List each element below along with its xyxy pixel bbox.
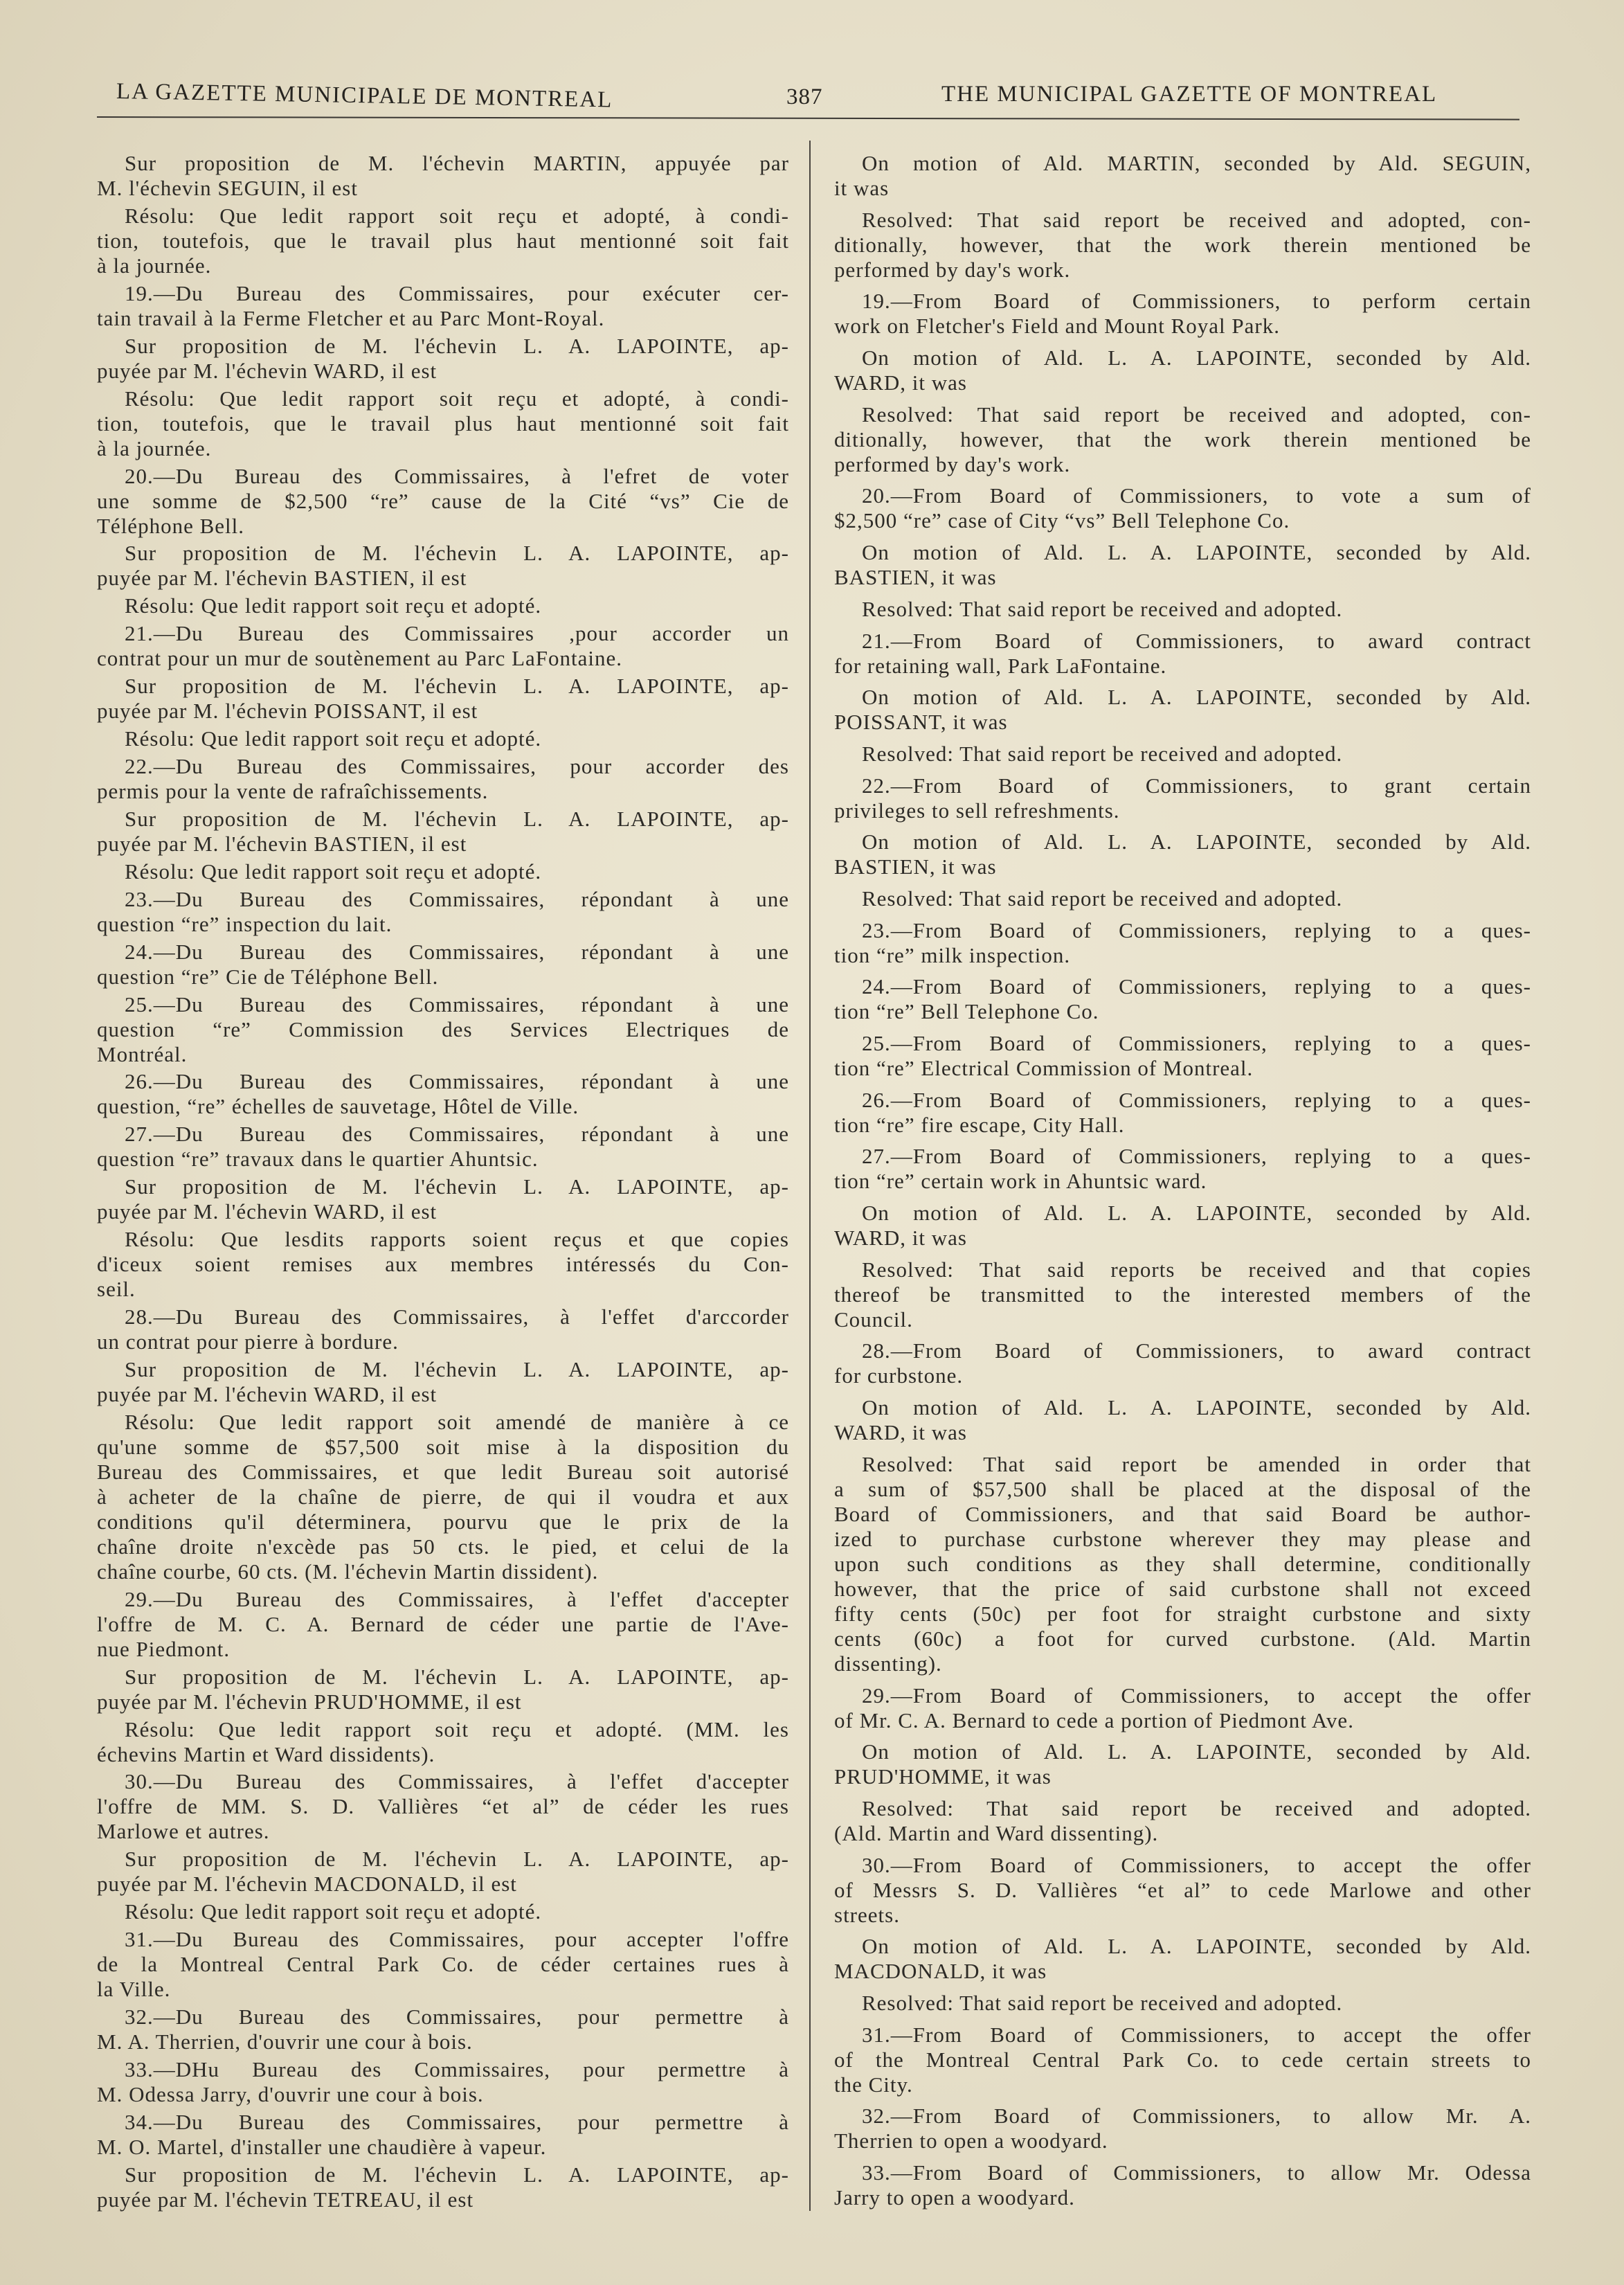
text-line: for curbstone.: [834, 1363, 964, 1388]
text-line: 31.—From Board of Commissioners, to accept the offer: [862, 2022, 1531, 2047]
text-line: Therrien to open a woodyard.: [834, 2129, 1108, 2153]
paragraph: [97, 1847, 789, 1897]
text-line: 24.—Du Bureau des Commissaires, répondant à une: [125, 939, 789, 964]
text-line: un contrat pour pierre à bordure.: [97, 1329, 399, 1354]
text-line: Jarry to open a woodyard.: [834, 2185, 1075, 2210]
page-number: 387: [786, 84, 823, 109]
text-line: échevins Martin et Ward dissidents).: [97, 1741, 435, 1766]
text-line: puyée par M. l'échevin BASTIEN, il est: [97, 831, 467, 856]
text-line: 26.—Du Bureau des Commissaires, répondant à une: [125, 1069, 789, 1094]
french-running-title: LA GAZETTE MUNICIPALE DE MONTREAL: [116, 79, 613, 113]
text-line: 29.—Du Bureau des Commissaires, à l'effet d'accepter: [125, 1586, 789, 1611]
paragraph: [97, 1069, 789, 1119]
text-line: a sum of $57,500 shall be placed at the disposal of the: [834, 1476, 1531, 1501]
text-line: 22.—Du Bureau des Commissaires, pour accorder des: [125, 753, 789, 778]
english-running-title: THE MUNICIPAL GAZETTE OF MONTREAL: [941, 82, 1438, 107]
text-line: 20.—Du Bureau des Commissaires, à l'efret de voter: [125, 463, 789, 488]
text-line: Résolu: Que ledit rapport soit reçu et adopté.: [125, 859, 542, 884]
text-line: Sur proposition de M. l'échevin L. A. LAPOINTE, ap-: [125, 1847, 789, 1872]
paragraph: [97, 2162, 789, 2212]
text-line: 19.—From Board of Commissioners, to perform certain: [862, 289, 1531, 314]
paragraph: [834, 974, 1531, 1024]
text-line: l'offre de M. C. A. Bernard de céder une partie de l'Ave-: [97, 1611, 789, 1636]
text-line: conditions qu'il déterminera, pourvu que le prix de la: [97, 1509, 789, 1534]
text-line: puyée par M. l'échevin WARD, il est: [97, 1381, 437, 1406]
text-line: Marlowe et autres.: [97, 1819, 270, 1844]
text-line: (Ald. Martin and Ward dissenting).: [834, 1820, 1159, 1845]
text-line: question, “re” échelles de sauvetage, Hôtel de Ville.: [97, 1094, 579, 1119]
paragraph: [834, 597, 1531, 622]
text-line: On motion of Ald. L. A. LAPOINTE, seconded by Ald.: [862, 346, 1531, 370]
text-line: M. O. Martel, d'installer une chaudière à vapeur.: [97, 2134, 547, 2159]
text-line: à la journée.: [97, 436, 212, 460]
paragraph: [97, 1305, 789, 1354]
text-line: 34.—Du Bureau des Commissaires, pour permettre à: [125, 2109, 789, 2134]
text-line: Resolved: That said report be received and adopted.: [862, 741, 1343, 766]
text-line: Board of Commissioners, and that said Board be author-: [834, 1501, 1531, 1526]
paragraph: [834, 2023, 1531, 2097]
text-line: tion “re” Bell Telephone Co.: [834, 999, 1099, 1024]
paragraph: [834, 540, 1531, 590]
paragraph: [97, 1174, 789, 1224]
text-line: de la Montreal Central Park Co. de céder certaines rues à: [97, 1952, 789, 1977]
text-line: Sur proposition de M. l'échevin L. A. LAPOINTE, ap-: [125, 674, 789, 699]
text-line: tion, toutefois, que le travail plus haut mentionné soit fait: [97, 411, 789, 436]
text-line: ditionally, however, that the work therein mentioned be: [834, 232, 1531, 257]
text-line: 29.—From Board of Commissioners, to accept the offer: [862, 1683, 1531, 1708]
paragraph: [97, 281, 789, 331]
paragraph: [97, 621, 789, 671]
column-divider: [809, 141, 811, 2211]
text-line: Résolu: Que ledit rapport soit reçu et adopté, à condi-: [125, 386, 789, 411]
text-line: contrat pour un mur de soutènement au Parc LaFontaine.: [97, 646, 623, 671]
text-line: M. Odessa Jarry, d'ouvrir une cour à bois.: [97, 2082, 484, 2106]
paragraph: [834, 289, 1531, 339]
text-line: 33.—From Board of Commissioners, to allow Mr. Odessa: [862, 2160, 1531, 2185]
text-line: M. A. Therrien, d'ouvrir une cour à bois.: [97, 2029, 473, 2054]
text-line: ized to purchase curbstone wherever they may please and: [834, 1526, 1531, 1551]
text-line: however, that the price of said curbstone shall not exceed: [834, 1576, 1531, 1601]
paragraph: [834, 2104, 1531, 2153]
paragraph: [834, 1739, 1531, 1789]
text-line: 19.—Du Bureau des Commissaires, pour exécuter cer-: [125, 280, 789, 305]
english-column: [834, 151, 1531, 2210]
text-line: Resolved: That said report be received and adopted.: [862, 1795, 1531, 1820]
text-line: 21.—From Board of Commissioners, to award contract: [862, 628, 1531, 653]
text-line: Résolu: Que ledit rapport soit reçu et adopté.: [125, 726, 542, 751]
text-line: 22.—From Board of Commissioners, to grant certain: [862, 773, 1531, 798]
paragraph: [97, 541, 789, 591]
paragraph: [834, 2160, 1531, 2210]
paragraph: [97, 1227, 789, 1302]
paragraph: [834, 402, 1531, 477]
paragraph: [97, 887, 789, 937]
text-line: Resolved: That said report be received and adopted, con-: [862, 207, 1531, 232]
paragraph: [97, 1665, 789, 1714]
text-line: 23.—From Board of Commissioners, replying to a ques-: [862, 917, 1531, 942]
text-line: Sur proposition de M. l'échevin L. A. LAPOINTE, ap-: [125, 2162, 789, 2187]
text-line: Résolu: Que lesdits rapports soient reçus et que copies: [125, 1227, 789, 1252]
text-line: performed by day's work.: [834, 257, 1071, 282]
text-line: question “re” inspection du lait.: [97, 911, 393, 936]
text-line: 33.—DHu Bureau des Commissaires, pour permettre à: [125, 2057, 789, 2081]
text-line: WARD, it was: [834, 370, 967, 395]
text-line: question “re” travaux dans le quartier Ahuntsic.: [97, 1147, 539, 1172]
text-line: On motion of Ald. L. A. LAPOINTE, seconded by Ald.: [862, 1739, 1531, 1764]
text-line: tion “re” milk inspection.: [834, 942, 1071, 967]
text-line: dissenting).: [834, 1651, 942, 1676]
text-line: chaîne courbe, 60 cts. (M. l'échevin Martin dissident).: [97, 1559, 599, 1584]
text-line: for retaining wall, Park LaFontaine.: [834, 653, 1167, 678]
text-line: 24.—From Board of Commissioners, replying to a ques-: [862, 974, 1531, 999]
text-line: Sur proposition de M. l'échevin MARTIN, appuyée par: [125, 151, 789, 175]
text-line: Sur proposition de M. l'échevin L. A. LAPOINTE, ap-: [125, 1356, 789, 1381]
text-line: 27.—From Board of Commissioners, replying to a ques-: [862, 1144, 1531, 1169]
paragraph: [97, 726, 789, 751]
paragraph: [834, 773, 1531, 823]
paragraph: [834, 1031, 1531, 1081]
text-line: Sur proposition de M. l'échevin L. A. LAPOINTE, ap-: [125, 806, 789, 831]
paragraph: [97, 1587, 789, 1662]
text-line: POISSANT, it was: [834, 710, 1008, 735]
paragraph: [97, 464, 789, 539]
paragraph: [834, 886, 1531, 911]
paragraph: [97, 1122, 789, 1172]
paragraph: [97, 1410, 789, 1584]
text-line: Résolu: Que ledit rapport soit reçu et adopté, à condi-: [125, 203, 789, 228]
paragraph: [97, 1899, 789, 1924]
paragraph: [834, 1452, 1531, 1676]
text-line: Resolved: That said report be amended in order that: [862, 1451, 1531, 1476]
text-line: Montréal.: [97, 1041, 188, 1066]
text-line: On motion of Ald. L. A. LAPOINTE, seconded by Ald.: [862, 1201, 1531, 1226]
paragraph: [834, 1853, 1531, 1928]
text-line: Resolved: That said report be received and adopted, con-: [862, 402, 1531, 427]
paragraph: [834, 483, 1531, 533]
text-line: 28.—Du Bureau des Commissaires, à l'effet d'arccorder: [125, 1305, 789, 1329]
paragraph: [97, 2005, 789, 2054]
paragraph: [97, 940, 789, 989]
text-line: WARD, it was: [834, 1420, 967, 1445]
header-rule: [97, 116, 1519, 120]
text-line: BASTIEN, it was: [834, 565, 997, 590]
text-line: Bureau des Commissaires, et que ledit Bureau soit autorisé: [97, 1459, 789, 1484]
text-line: la Ville.: [97, 1977, 171, 2002]
text-line: On motion of Ald. MARTIN, seconded by Ald. SEGUIN,: [862, 151, 1531, 175]
text-line: 30.—Du Bureau des Commissaires, à l'effet d'accepter: [125, 1769, 789, 1794]
text-line: Resolved: That said report be received and adopted.: [862, 886, 1343, 911]
text-line: puyée par M. l'échevin POISSANT, il est: [97, 699, 478, 724]
text-line: it was: [834, 176, 890, 200]
paragraph: [834, 151, 1531, 201]
paragraph: [834, 918, 1531, 968]
text-line: Résolu: Que ledit rapport soit reçu et adopté.: [125, 1899, 542, 1924]
text-line: question “re” Cie de Téléphone Bell.: [97, 964, 439, 989]
text-line: On motion of Ald. L. A. LAPOINTE, seconded by Ald.: [862, 540, 1531, 565]
text-line: 32.—Du Bureau des Commissaires, pour permettre à: [125, 2005, 789, 2029]
paragraph: [834, 742, 1531, 767]
paragraph: [97, 2110, 789, 2160]
paragraph: [97, 151, 789, 201]
text-line: l'offre de MM. S. D. Vallières “et al” de céder les rues: [97, 1794, 789, 1819]
paragraph: [97, 674, 789, 724]
paragraph: [97, 334, 789, 384]
text-line: 32.—From Board of Commissioners, to allow Mr. A.: [862, 2104, 1531, 2129]
text-line: 30.—From Board of Commissioners, to accept the offer: [862, 1852, 1531, 1877]
text-line: 27.—Du Bureau des Commissaires, répondant à une: [125, 1122, 789, 1147]
text-line: fifty cents (50c) per foot for straight curbstone and sixty: [834, 1601, 1531, 1626]
paragraph: [834, 1338, 1531, 1388]
text-line: Sur proposition de M. l'échevin L. A. LAPOINTE, ap-: [125, 1664, 789, 1689]
text-line: tion “re” Electrical Commission of Montreal.: [834, 1056, 1254, 1080]
paragraph: [834, 1796, 1531, 1846]
text-line: tion, toutefois, que le travail plus haut mentionné soit fait: [97, 228, 789, 253]
paragraph: [97, 1717, 789, 1767]
text-line: M. l'échevin SEGUIN, il est: [97, 176, 358, 200]
text-line: tain travail à la Ferme Fletcher et au Parc Mont-Royal.: [97, 305, 605, 330]
text-line: WARD, it was: [834, 1226, 967, 1251]
text-line: tion “re” certain work in Ahuntsic ward.: [834, 1169, 1207, 1194]
paragraph: [97, 593, 789, 618]
text-line: à acheter de la chaîne de pierre, de qui il voudra et aux: [97, 1484, 789, 1509]
paragraph: [834, 1144, 1531, 1194]
text-line: question “re” Commission des Services Electriques de: [97, 1016, 789, 1041]
text-line: of the Montreal Central Park Co. to cede certain streets to: [834, 2047, 1531, 2072]
text-line: puyée par M. l'échevin WARD, il est: [97, 1199, 437, 1224]
paragraph: [834, 346, 1531, 395]
paragraph: [97, 1769, 789, 1844]
paragraph: [834, 1991, 1531, 2016]
text-line: Téléphone Bell.: [97, 513, 244, 538]
text-line: 20.—From Board of Commissioners, to vote a sum of: [862, 483, 1531, 508]
text-line: puyée par M. l'échevin WARD, il est: [97, 358, 437, 383]
text-line: puyée par M. l'échevin PRUD'HOMME, il est: [97, 1689, 522, 1714]
paragraph: [97, 1927, 789, 2002]
text-line: d'iceux soient remises aux membres intéressés du Con-: [97, 1252, 789, 1277]
text-line: of Messrs S. D. Vallières “et al” to cede Marlowe and other: [834, 1877, 1531, 1902]
text-line: MACDONALD, it was: [834, 1959, 1047, 1984]
text-line: 23.—Du Bureau des Commissaires, répondant à une: [125, 886, 789, 911]
text-line: Resolved: That said reports be received and that copies: [862, 1257, 1531, 1282]
text-line: Resolved: That said report be received and adopted.: [862, 596, 1343, 621]
text-line: BASTIEN, it was: [834, 854, 997, 879]
text-line: On motion of Ald. L. A. LAPOINTE, seconded by Ald.: [862, 685, 1531, 710]
text-line: Council.: [834, 1307, 913, 1332]
paragraph: [97, 992, 789, 1067]
text-line: 25.—Du Bureau des Commissaires, répondant à une: [125, 992, 789, 1016]
text-line: une somme de $2,500 “re” cause de la Cité “vs” Cie de: [97, 488, 789, 513]
text-line: permis pour la vente de rafraîchissements.: [97, 778, 489, 803]
paragraph: [834, 1934, 1531, 1984]
text-line: 31.—Du Bureau des Commissaires, pour accepter l'offre: [125, 1927, 789, 1952]
paragraph: [834, 629, 1531, 679]
text-line: On motion of Ald. L. A. LAPOINTE, seconded by Ald.: [862, 830, 1531, 854]
text-line: puyée par M. l'échevin TETREAU, il est: [97, 2187, 474, 2212]
text-line: privileges to sell refreshments.: [834, 798, 1120, 823]
paragraph: [97, 204, 789, 278]
paragraph: [97, 386, 789, 461]
text-line: tion “re” fire escape, City Hall.: [834, 1112, 1125, 1137]
text-line: qu'une somme de $57,500 soit mise à la disposition du: [97, 1434, 789, 1459]
paragraph: [97, 754, 789, 804]
text-line: ditionally, however, that the work therein mentioned be: [834, 427, 1531, 451]
text-line: upon such conditions as they shall determine, conditionally: [834, 1551, 1531, 1576]
text-line: Résolu: Que ledit rapport soit reçu et adopté.: [125, 593, 542, 618]
text-line: streets.: [834, 1902, 900, 1927]
paragraph: [834, 1683, 1531, 1733]
paragraph: [97, 859, 789, 884]
text-line: PRUD'HOMME, it was: [834, 1764, 1052, 1789]
text-line: puyée par M. l'échevin MACDONALD, il est: [97, 1872, 517, 1897]
text-line: the City.: [834, 2072, 913, 2097]
text-line: cents (60c) a foot for curved curbstone. (Ald. Martin: [834, 1626, 1531, 1651]
text-line: work on Fletcher's Field and Mount Royal Park.: [834, 314, 1280, 339]
text-line: 25.—From Board of Commissioners, replying to a ques-: [862, 1031, 1531, 1055]
text-line: Résolu: Que ledit rapport soit reçu et adopté. (MM. les: [125, 1717, 789, 1741]
french-column: [97, 151, 789, 2212]
paragraph: [834, 1395, 1531, 1445]
text-line: thereof be transmitted to the interested members of the: [834, 1282, 1531, 1307]
paragraph: [834, 1257, 1531, 1332]
text-line: à la journée.: [97, 253, 212, 278]
paragraph: [834, 685, 1531, 735]
text-line: Resolved: That said report be received and adopted.: [862, 1990, 1343, 2015]
text-line: seil.: [97, 1277, 136, 1302]
text-line: Résolu: Que ledit rapport soit amendé de manière à ce: [125, 1409, 789, 1434]
text-line: 21.—Du Bureau des Commissaires ,pour accorder un: [125, 621, 789, 646]
text-line: of Mr. C. A. Bernard to cede a portion of Piedmont Ave.: [834, 1708, 1354, 1732]
text-line: $2,500 “re” case of City “vs” Bell Telephone Co.: [834, 508, 1290, 533]
text-line: Sur proposition de M. l'échevin L. A. LAPOINTE, ap-: [125, 333, 789, 358]
text-line: chaîne droite n'excède pas 50 cts. le pied, et celui de la: [97, 1534, 789, 1559]
text-line: Sur proposition de M. l'échevin L. A. LAPOINTE, ap-: [125, 541, 789, 566]
paragraph: [834, 830, 1531, 879]
text-line: On motion of Ald. L. A. LAPOINTE, seconded by Ald.: [862, 1934, 1531, 1959]
text-line: performed by day's work.: [834, 451, 1071, 476]
paragraph: [834, 1201, 1531, 1251]
text-line: Sur proposition de M. l'échevin L. A. LAPOINTE, ap-: [125, 1174, 789, 1199]
text-line: 28.—From Board of Commissioners, to award contract: [862, 1338, 1531, 1363]
text-line: puyée par M. l'échevin BASTIEN, il est: [97, 566, 467, 591]
text-line: On motion of Ald. L. A. LAPOINTE, seconded by Ald.: [862, 1395, 1531, 1420]
paragraph: [97, 1357, 789, 1407]
paragraph: [834, 208, 1531, 283]
paragraph: [97, 2057, 789, 2107]
text-line: nue Piedmont.: [97, 1636, 231, 1661]
paragraph: [834, 1088, 1531, 1138]
text-line: 26.—From Board of Commissioners, replying to a ques-: [862, 1087, 1531, 1112]
paragraph: [97, 807, 789, 857]
